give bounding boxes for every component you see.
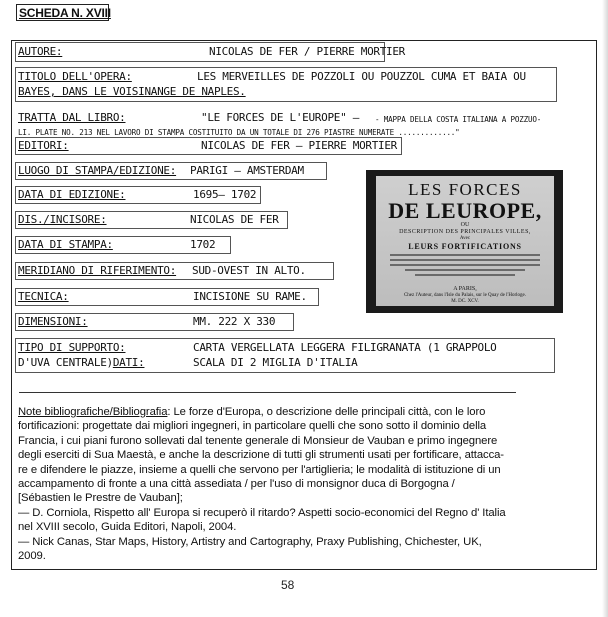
- book-text-line: [390, 254, 540, 256]
- titolo-value-1: LES MERVEILLES DE POZZOLI OU POUZZOL CUMA ET BAIA OU: [197, 70, 526, 83]
- autore-label: AUTORE:: [18, 45, 63, 58]
- book-text-line: [390, 259, 540, 261]
- tratta-value: "LE FORCES DE L'EUROPE" —: [201, 111, 360, 124]
- notes-separator: [19, 392, 516, 393]
- notes-line-3: Francia, i cui piani furono sollevati dal tenente generale di Monsieur de Vauban e primo ingegnere: [18, 434, 498, 447]
- dati-label: DATI:: [112, 356, 145, 369]
- notes-line-4: degli eserciti di Sua Maestà, e anche la descrizione di tutti gli strumenti usati per fortificare, attacca-: [18, 449, 504, 462]
- titolo-value-2: BAYES, DANS LE VOISINANGE DE NAPLES.: [18, 85, 246, 98]
- bibliography-notes: [18, 405, 590, 563]
- supporto-value-cont: D'UVA CENTRALE)DATI:: [18, 356, 145, 369]
- luogo-value: PARIGI — AMSTERDAM: [190, 164, 304, 177]
- editori-value: NICOLAS DE FER — PIERRE MORTIER: [201, 139, 397, 152]
- tratta-detail-2: LI. PLATE NO. 213 NEL LAVORO DI STAMPA COSTITUITO DA UN TOTALE DI 276 PIASTRE NUMERATE .............": [18, 128, 460, 137]
- book-line-4: DESCRIPTION DES PRINCIPALES VILLES,: [399, 229, 531, 235]
- book-line-7: A PARIS,: [453, 286, 477, 292]
- data-stampa-value: 1702: [190, 238, 216, 251]
- book-line-9: M. DC. XCV.: [451, 299, 479, 304]
- book-title-page: [376, 176, 554, 306]
- dati-value: SCALA DI 2 MIGLIA D'ITALIA: [193, 356, 358, 369]
- book-line-2: DE LEUROPE,: [388, 198, 542, 223]
- dimensioni-value: MM. 222 X 330: [193, 315, 276, 328]
- editori-label: EDITORI:: [18, 139, 69, 152]
- notes-label: Note bibliografiche/Bibliografia: [18, 406, 168, 418]
- data-stampa-label: DATA DI STAMPA:: [18, 238, 113, 251]
- notes-line-8: — D. Corniola, Rispetto all' Europa si recuperò il ritardo? Aspetti socio-economici del Regno d' Italia: [18, 506, 506, 519]
- titolo-label: TITOLO DELL'OPERA:: [18, 70, 132, 83]
- book-text-line: [390, 264, 540, 266]
- book-line-1: LES FORCES: [408, 180, 522, 199]
- tecnica-label: TECNICA:: [18, 290, 69, 303]
- book-line-3: OU: [460, 222, 470, 228]
- book-line-5: Avec: [459, 236, 471, 241]
- notes-line-11: 2009.: [18, 550, 46, 563]
- tecnica-value: INCISIONE SU RAME.: [193, 290, 307, 303]
- notes-line-1: Note bibliografiche/Bibliografia: Le forze d'Europa, o descrizione delle principali città, con le loro: [18, 406, 486, 418]
- book-line-8: Chez l'Auteur, dans l'Isle du Palais, sur le Quay de l'Horloge.: [403, 293, 527, 298]
- book-title-page-photo: [366, 170, 563, 313]
- notes-line-6: accampamento di fronte a una città assediata / per l'uso di monsignor duca di Borgogna /: [18, 478, 455, 491]
- luogo-label: LUOGO DI STAMPA/EDIZIONE:: [18, 164, 177, 177]
- autore-value: NICOLAS DE FER / PIERRE MORTIER: [209, 45, 405, 58]
- data-edizione-value: 1695— 1702: [193, 188, 257, 201]
- book-text-line: [415, 274, 515, 276]
- notes-line-10: — Nick Canas, Star Maps, History, Artistry and Cartography, Praxy Publishing, Chichester, UK,: [18, 535, 482, 548]
- notes-line-9: nel XVIII secolo, Guida Editori, Napoli, 2004.: [18, 521, 237, 534]
- page-edge-shadow: [602, 0, 608, 617]
- notes-line-7: [Sébastien le Prestre de Vauban];: [18, 492, 183, 505]
- meridiano-value: SUD-OVEST IN ALTO.: [192, 264, 306, 277]
- data-edizione-label: DATA DI EDIZIONE:: [18, 188, 126, 201]
- meridiano-label: MERIDIANO DI RIFERIMENTO:: [18, 264, 177, 277]
- scheda-number: SCHEDA N. XVIII: [19, 6, 111, 20]
- book-text-line: [405, 269, 525, 271]
- supporto-label: TIPO DI SUPPORTO:: [18, 341, 126, 354]
- tratta-detail-1: - MAPPA DELLA COSTA ITALIANA A POZZUO-: [375, 115, 542, 124]
- notes-line-2: fortificazioni: progettate dai migliori ingegneri, in particolare quelli che sono sotto il dominio della: [18, 420, 487, 433]
- scheda-header-box: [16, 4, 109, 21]
- page-number: 58: [281, 578, 295, 592]
- supporto-value: CARTA VERGELLATA LEGGERA FILIGRANATA (1 GRAPPOLO: [193, 341, 497, 354]
- incisore-label: DIS./INCISORE:: [18, 213, 107, 226]
- book-line-6: LEURS FORTIFICATIONS: [408, 242, 522, 251]
- notes-line-5: re e difendere le piazze, insieme a quelli che servono per l'artiglieria; le modalità di istituzione di un: [18, 463, 501, 476]
- dimensioni-label: DIMENSIONI:: [18, 315, 88, 328]
- incisore-value: NICOLAS DE FER: [190, 213, 279, 226]
- tratta-label: TRATTA DAL LIBRO:: [18, 111, 126, 124]
